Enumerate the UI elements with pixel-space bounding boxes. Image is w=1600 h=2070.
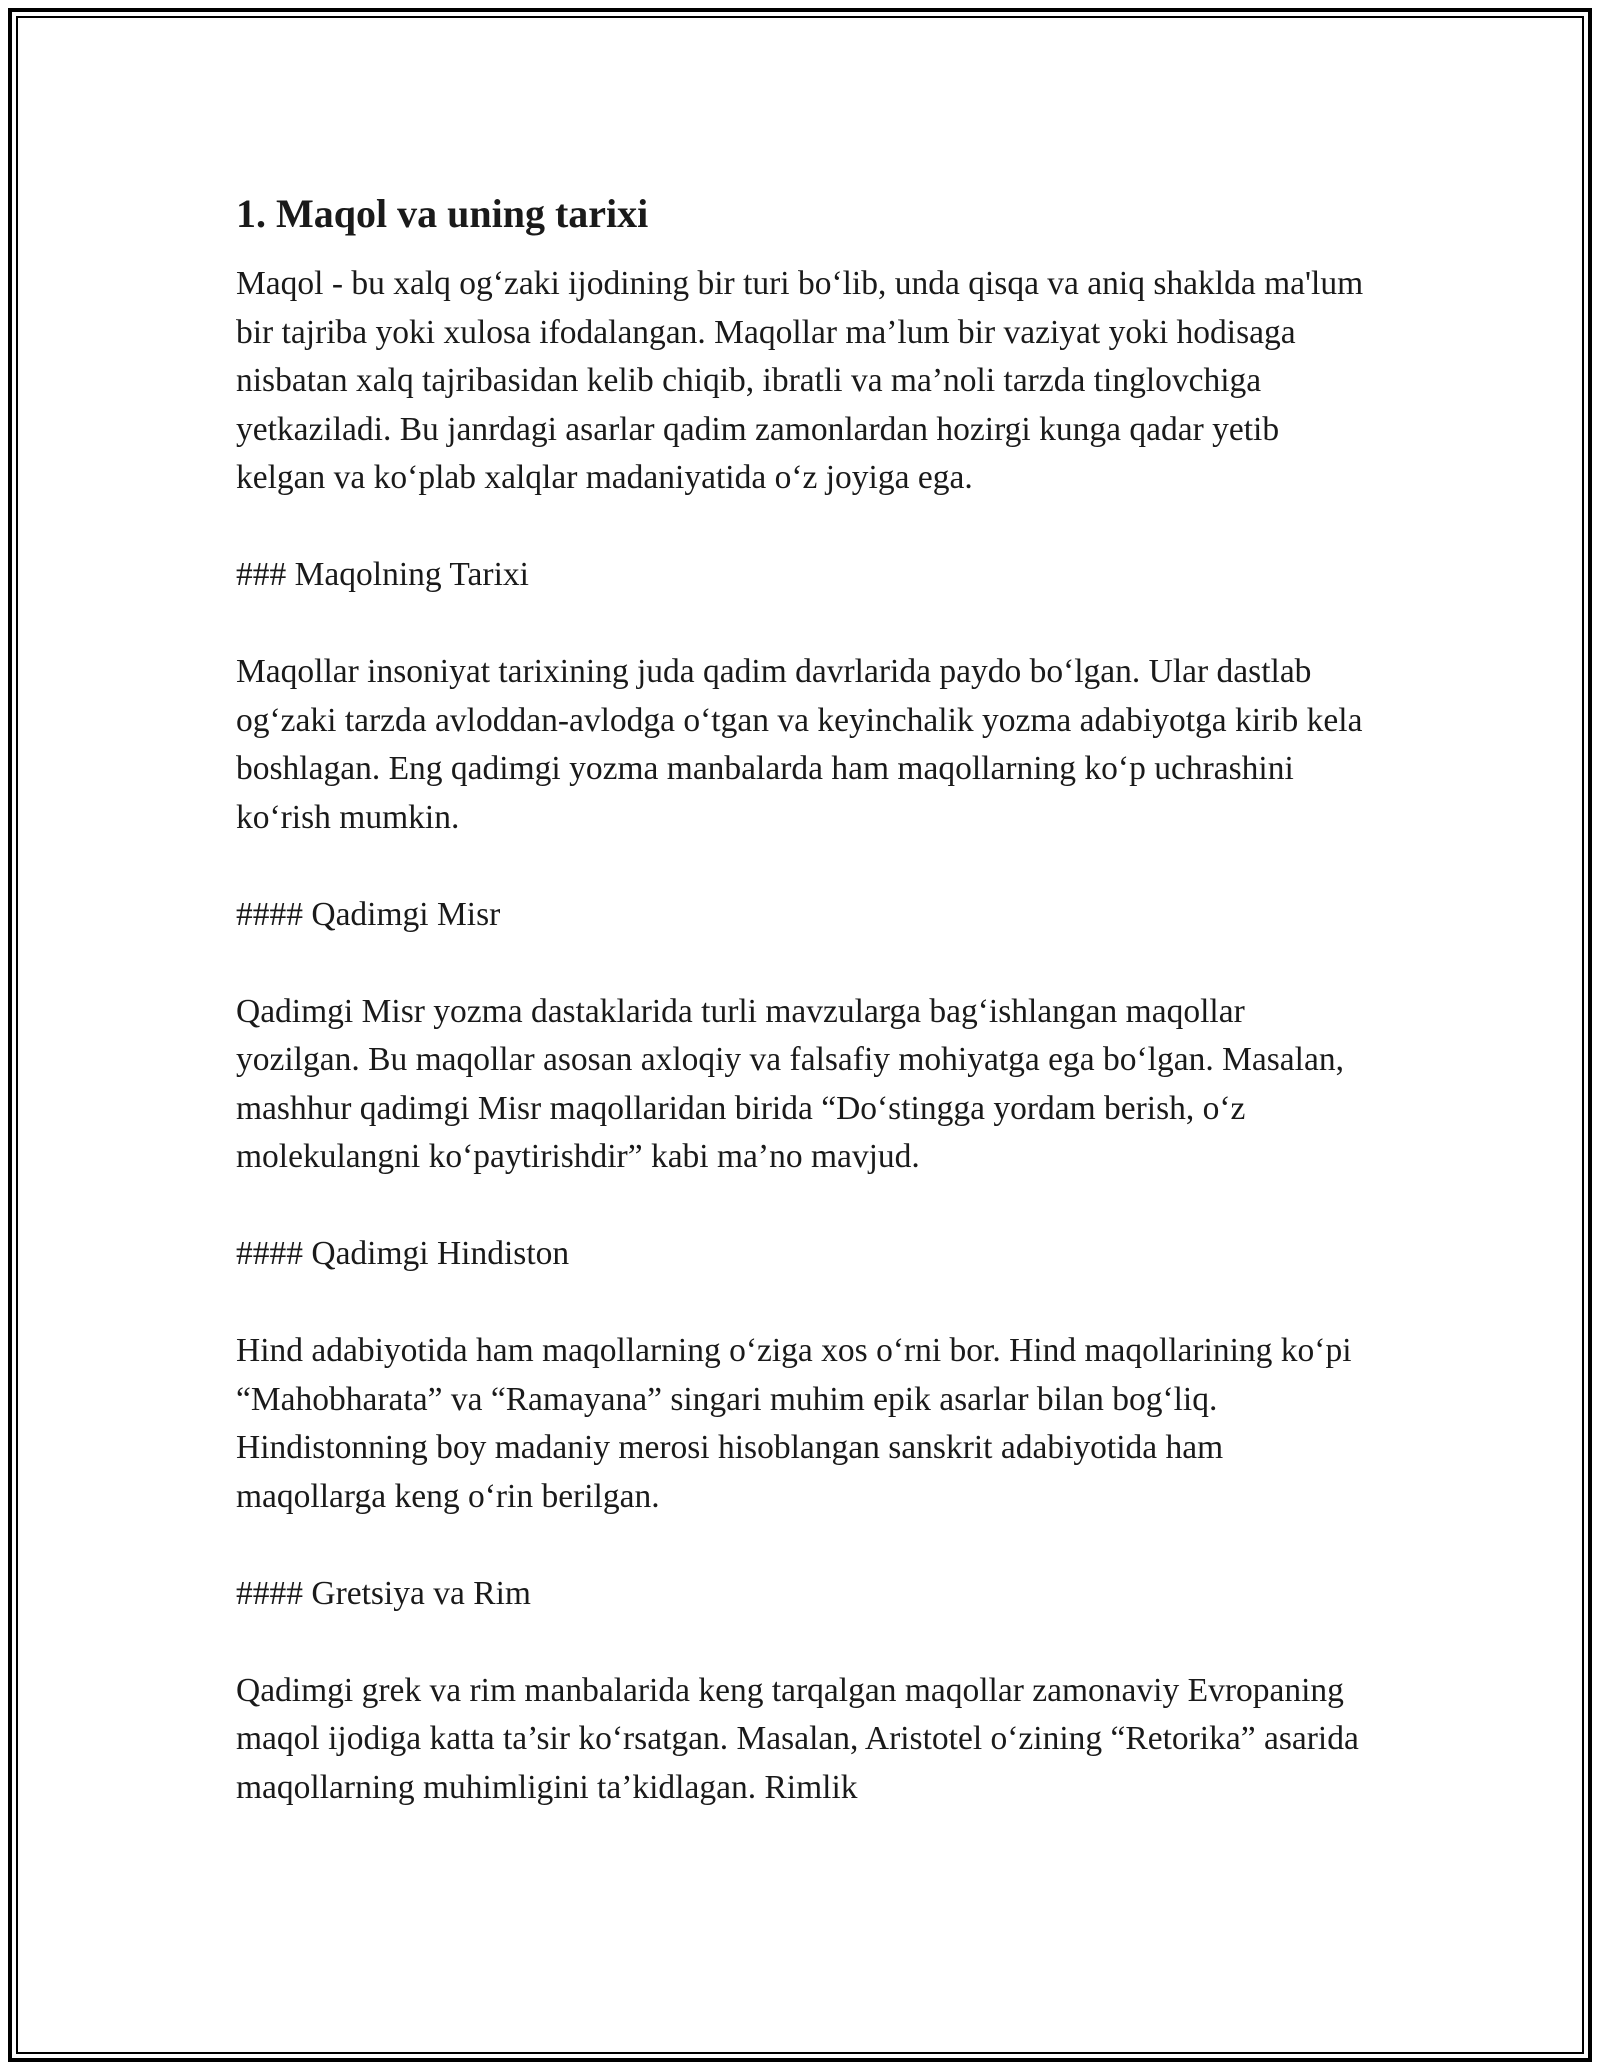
history-paragraph: Maqollar insoniyat tarixining juda qadim davrlarida paydo bo‘lgan. Ular dastlab og‘zaki tarzda avloddan-avlodga o‘tgan va keyinchalik yozma adabiyotga kirib kela boshlagan. Eng qadimgi yozma manbalarda ham maqollarning ko‘p uchrashini ko‘rish mumkin. <box>236 653 1363 836</box>
subsection-heading-gretsiya-va-rim: #### Gretsiya va Rim <box>236 1574 531 1612</box>
section-heading-maqolning-tarixi: ### Maqolning Tarixi <box>236 556 529 593</box>
intro-paragraph: Maqol - bu xalq og‘zaki ijodining bir turi bo‘lib, unda qisqa va aniq shaklda ma'lum bir tajriba yoki xulosa ifodalangan. Maqollar ma’lum bir vaziyat yoki hodisaga nisbatan xalq tajribasidan kelib chiqib, ibratli va ma’noli tarzda tinglovchiga yetkaziladi. Bu janrdagi asarlar qadim zamonlardan hozirgi kunga qadar yetib kelgan va ko‘plab xalqlar madaniyatida o‘z joyiga ega. <box>236 265 1364 496</box>
subsection-heading-qadimgi-hindiston: #### Qadimgi Hindiston <box>236 1235 570 1272</box>
document-title: 1. Maqol va uning tarixi <box>236 191 649 236</box>
subsection-heading-qadimgi-misr: #### Qadimgi Misr <box>236 895 501 933</box>
india-paragraph: Hind adabiyotida ham maqollarning o‘ziga xos o‘rni bor. Hind maqollarining ko‘pi “Mahobharata” va “Ramayana” singari muhim epik asarlar bilan bog‘liq. Hindistonning boy madaniy merosi hisoblangan sanskrit adabiyotida ham maqollarga keng o‘rin berilgan. <box>236 1332 1352 1515</box>
egypt-paragraph: Qadimgi Misr yozma dastaklarida turli mavzularga bag‘ishlangan maqollar yozilgan. Bu maqollar asosan axloqiy va falsafiy mohiyatga ega bo‘lgan. Masalan, mashhur qadimgi Misr maqollaridan birida “Do‘stingga yordam berish, o‘z molekulangni ko‘paytirishdir” kabi ma’no mavjud. <box>236 992 1344 1175</box>
document-body <box>236 184 1366 1861</box>
greece-rome-paragraph: Qadimgi grek va rim manbalarida keng tarqalgan maqollar zamonaviy Evropaning maqol ijodiga katta ta’sir ko‘rsatgan. Masalan, Aristotel o‘zining “Retorika” asarida maqollarning muhimligini ta’kidlagan. Rimlik <box>236 1671 1359 1806</box>
